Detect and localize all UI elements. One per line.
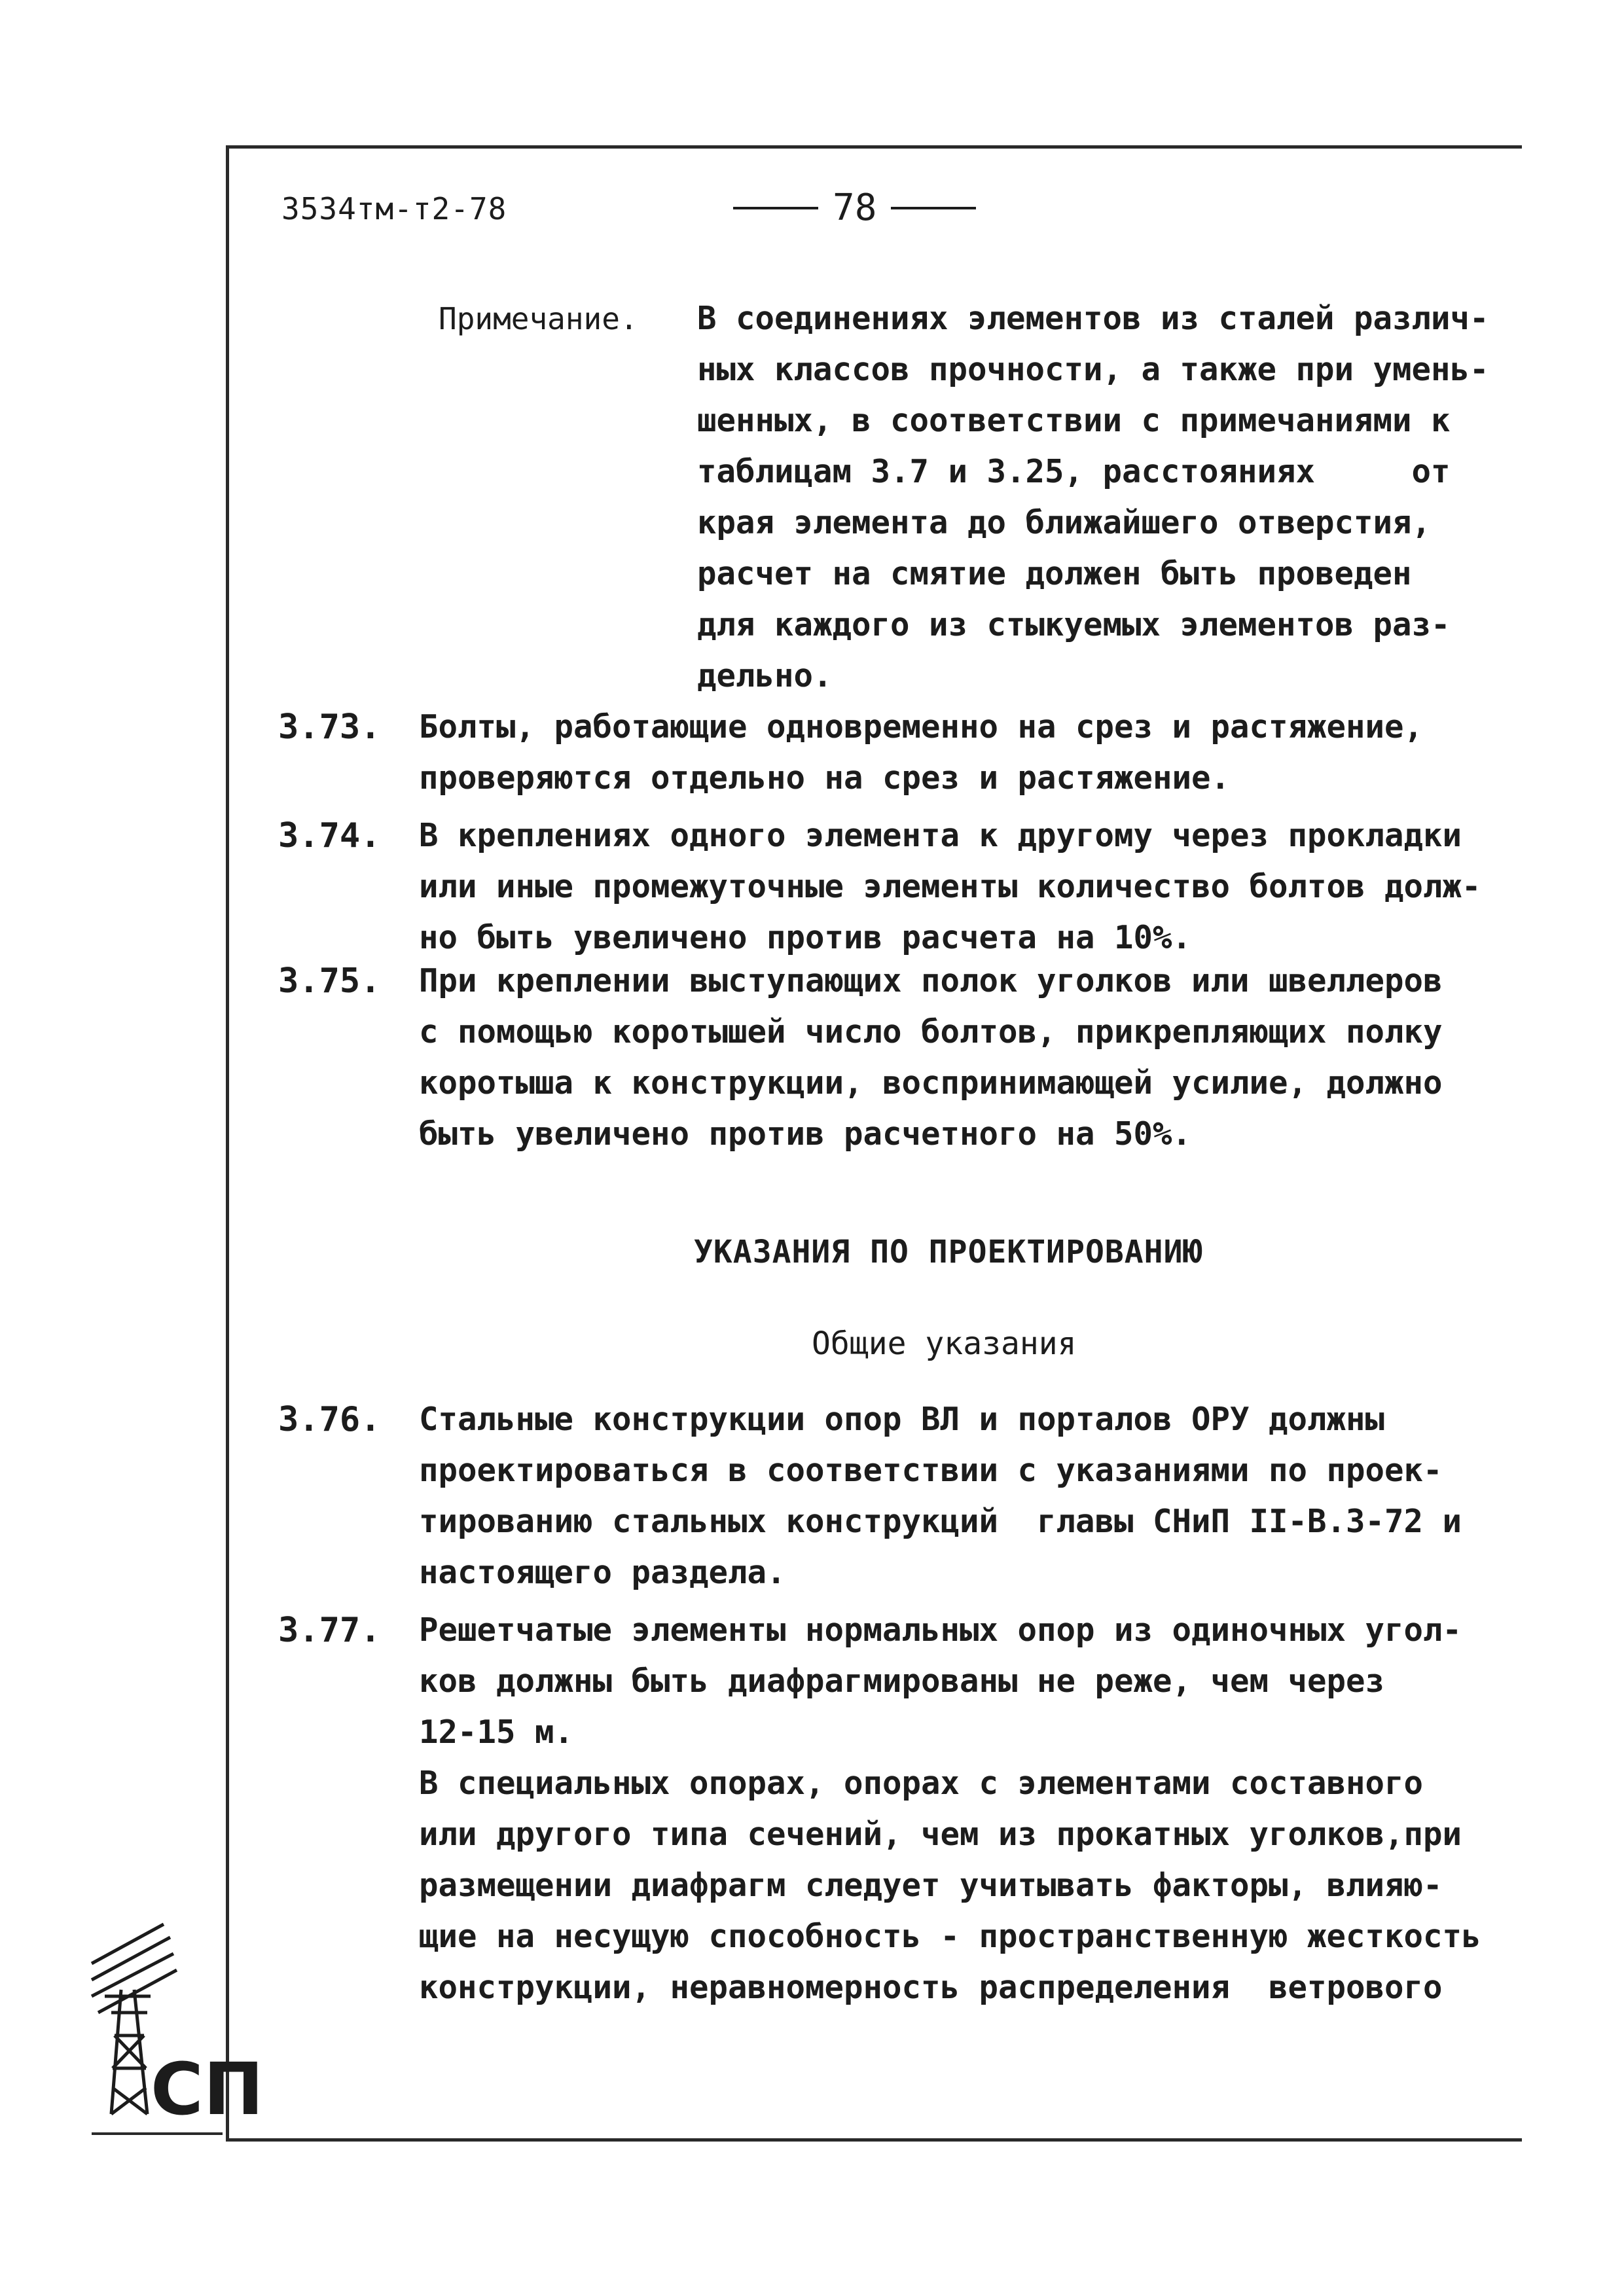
clause-line: ков должны быть диафрагмированы не реже, чем через	[419, 1662, 1385, 1700]
note-line: для каждого из стыкуемых элементов раз-	[697, 606, 1451, 643]
frame-left-border	[226, 145, 229, 2138]
clause-number: 3.76.	[278, 1400, 381, 1439]
clause-line: При креплении выступающих полок уголков или швеллеров	[419, 962, 1443, 999]
frame-top-border	[226, 145, 1522, 149]
page-number-value: 78	[833, 187, 877, 229]
clause-number: 3.77.	[278, 1611, 381, 1650]
clause-number: 3.75.	[278, 961, 381, 1001]
clause-line: с помощью коротышей число болтов, прикрепляющих полку	[419, 1013, 1443, 1050]
note-line: шенных, в соответствии с примечаниями к	[697, 402, 1451, 439]
section-subheading: Общие указания	[812, 1325, 1077, 1362]
clause-line: Стальные конструкции опор ВЛ и порталов ОРУ должны	[419, 1401, 1385, 1438]
clause-line: конструкции, неравномерность распределения ветрового	[419, 1969, 1443, 2006]
note-line: В соединениях элементов из сталей различ-	[697, 300, 1489, 337]
clause-line: коротыша к конструкции, воспринимающей усилие, должно	[419, 1064, 1443, 1102]
note-line: расчет на смятие должен быть проведен	[697, 555, 1412, 592]
logo-lettering: СП	[151, 2047, 264, 2131]
clause-number: 3.73.	[278, 708, 381, 747]
clause-line: Болты, работающие одновременно на срез и растяжение,	[419, 708, 1424, 745]
section-heading: УКАЗАНИЯ ПО ПРОЕКТИРОВАНИЮ	[694, 1234, 1203, 1270]
esp-logo	[85, 1918, 264, 2131]
clause-line: В специальных опорах, опорах с элементами составного	[419, 1765, 1424, 1802]
clause-line: щие на несущую способность - пространственную жесткость	[419, 1918, 1481, 1955]
clause-number: 3.74.	[278, 816, 381, 855]
clause-line: Решетчатые элементы нормальных опор из одиночных угол-	[419, 1611, 1462, 1649]
clause-line: быть увеличено против расчетного на 50%.	[419, 1115, 1192, 1153]
note-label: Примечание.	[439, 301, 638, 336]
clause-line: проверяются отдельно на срез и растяжение.	[419, 759, 1231, 797]
clause-line: размещении диафрагм следует учитывать факторы, влияю-	[419, 1867, 1443, 1904]
note-line: дельно.	[697, 657, 833, 694]
frame-bottom-border	[226, 2138, 1522, 2142]
page-number-dash-right	[891, 207, 976, 209]
note-line: края элемента до ближайшего отверстия,	[697, 504, 1432, 541]
note-line: ных классов прочности, а также при умень-	[697, 351, 1489, 388]
clause-line: но быть увеличено против расчета на 10%.	[419, 919, 1192, 956]
clause-line: или иные промежуточные элементы количество болтов долж-	[419, 868, 1481, 905]
clause-line: В креплениях одного элемента к другому через прокладки	[419, 817, 1462, 854]
clause-line: настоящего раздела.	[419, 1554, 786, 1591]
clause-line: или другого типа сечений, чем из прокатных уголков,при	[419, 1816, 1462, 1853]
clause-line: 12-15 м.	[419, 1713, 574, 1751]
stamp-underline	[92, 2132, 223, 2135]
page-number-dash-left	[733, 207, 818, 209]
page-number	[733, 187, 976, 229]
document-code: 3534тм-т2-78	[281, 191, 507, 226]
clause-line: тированию стальных конструкций главы СНиП II-В.3-72 и	[419, 1503, 1462, 1540]
note-line: таблицам 3.7 и 3.25, расстояниях от	[697, 453, 1451, 490]
clause-line: проектироваться в соответствии с указаниями по проек-	[419, 1452, 1443, 1489]
